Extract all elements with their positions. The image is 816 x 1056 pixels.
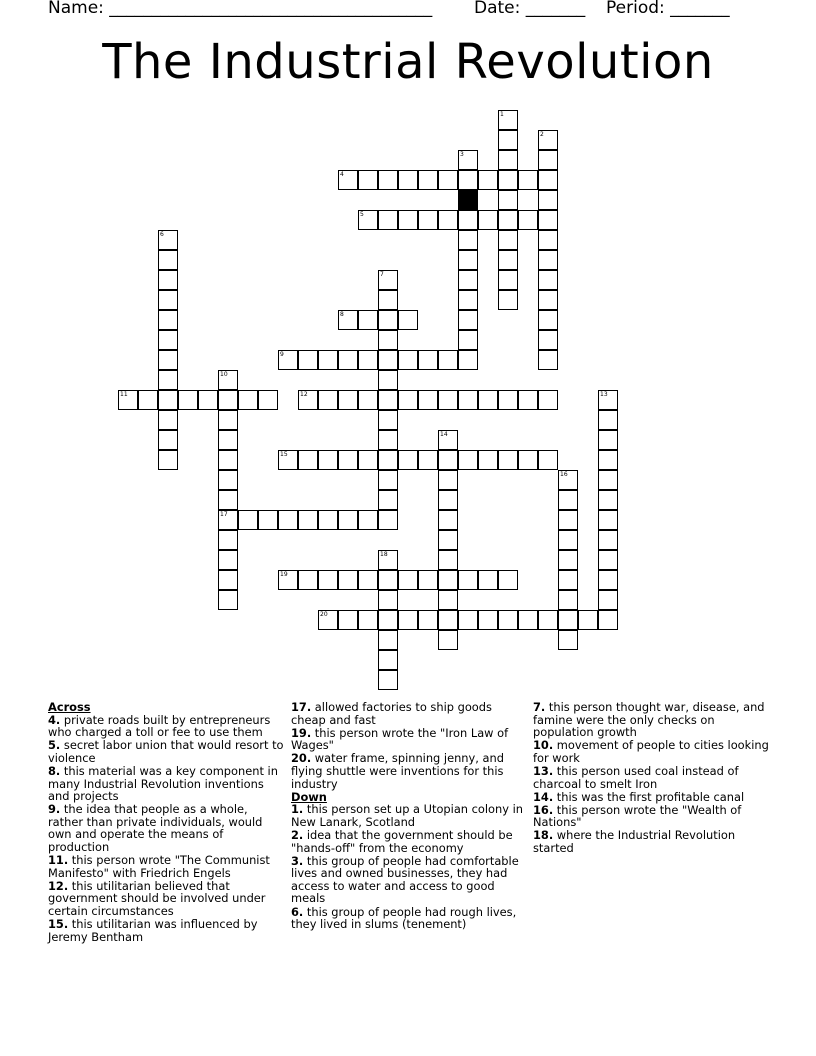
across-clue-list: [48, 714, 284, 944]
crossword-cell[interactable]: [378, 670, 398, 690]
clue-number: 4.: [48, 712, 61, 727]
crossword-cell[interactable]: [378, 410, 398, 430]
crossword-cell[interactable]: [158, 270, 178, 290]
clue-text: this utilitarian was influenced by Jeremy Bentham: [48, 917, 258, 944]
crossword-cell[interactable]: [538, 170, 558, 190]
crossword-cell[interactable]: [358, 570, 378, 590]
crossword-cell[interactable]: [458, 570, 478, 590]
crossword-cell[interactable]: [218, 510, 238, 530]
clue-text: this person wrote "The Communist Manifesto" with Friedrich Engels: [48, 853, 270, 880]
crossword-cell[interactable]: [458, 150, 478, 170]
crossword-cell[interactable]: [538, 210, 558, 230]
crossword-cell[interactable]: [358, 350, 378, 370]
crossword-cell[interactable]: [338, 390, 358, 410]
crossword-cell[interactable]: [598, 550, 618, 570]
crossword-cell[interactable]: [158, 290, 178, 310]
crossword-cell[interactable]: [498, 450, 518, 470]
across-clue: [48, 880, 284, 918]
down-clue: [291, 906, 527, 931]
clue-number: 18.: [533, 828, 554, 843]
crossword-cell[interactable]: [518, 170, 538, 190]
clue-number: 11: [120, 391, 128, 398]
crossword-cell[interactable]: [538, 610, 558, 630]
crossword-cell[interactable]: [358, 610, 378, 630]
name-field[interactable]: Name: ______________________________________: [48, 0, 433, 18]
crossword-cell[interactable]: [538, 250, 558, 270]
across-clue: [48, 714, 284, 739]
crossword-cell[interactable]: [378, 550, 398, 570]
down-clue: [291, 829, 527, 854]
clue-text: allowed factories to ship goods cheap and fast: [291, 700, 492, 727]
crossword-cell[interactable]: [218, 550, 238, 570]
clue-number: 6.: [291, 904, 304, 919]
crossword-cell[interactable]: [278, 570, 298, 590]
date-field[interactable]: Date: _______: [474, 0, 586, 18]
clue-number: 15.: [48, 917, 69, 932]
down-clue: [533, 739, 769, 764]
crossword-cell[interactable]: [558, 630, 578, 650]
crossword-cell[interactable]: [278, 450, 298, 470]
crossword-cell[interactable]: [478, 610, 498, 630]
crossword-cell[interactable]: [458, 290, 478, 310]
crossword-cell[interactable]: [538, 230, 558, 250]
crossword-cell[interactable]: [478, 390, 498, 410]
down-clue: [533, 829, 769, 854]
crossword-cell[interactable]: [438, 630, 458, 650]
down-clue: [291, 855, 527, 905]
down-clue: [533, 701, 769, 739]
crossword-cell[interactable]: [218, 490, 238, 510]
crossword-cell[interactable]: [498, 570, 518, 590]
crossword-cell[interactable]: [338, 510, 358, 530]
crossword-cell[interactable]: [398, 170, 418, 190]
across-clue: [291, 701, 527, 726]
crossword-cell[interactable]: [378, 290, 398, 310]
clue-number: 14: [440, 431, 448, 438]
clue-text: the idea that people as a whole, rather than private individuals, would own and operate the means of production: [48, 802, 263, 855]
crossword-cell[interactable]: [538, 290, 558, 310]
crossword-cell[interactable]: [358, 210, 378, 230]
clue-number: 18: [380, 551, 388, 558]
crossword-cell[interactable]: [538, 450, 558, 470]
clue-text: this person thought war, disease, and famine were the only checks on population growth: [533, 700, 765, 740]
crossword-cell[interactable]: [598, 410, 618, 430]
crossword-cell[interactable]: [418, 390, 438, 410]
crossword-cell[interactable]: [378, 350, 398, 370]
crossword-cell[interactable]: [158, 330, 178, 350]
crossword-cell[interactable]: [318, 510, 338, 530]
clue-number: 2.: [291, 827, 304, 842]
crossword-cell[interactable]: [598, 610, 618, 630]
period-field[interactable]: Period: _______: [606, 0, 730, 18]
crossword-cell[interactable]: [438, 610, 458, 630]
crossword-cell[interactable]: [498, 290, 518, 310]
across-clue: [48, 739, 284, 764]
crossword-cell[interactable]: [438, 390, 458, 410]
clues-column-3: [533, 701, 769, 855]
across-clue: [48, 803, 284, 853]
clue-text: this person wrote the "Iron Law of Wages": [291, 725, 509, 753]
clue-number: 14.: [533, 789, 554, 804]
crossword-cell[interactable]: [458, 210, 478, 230]
crossword-cell[interactable]: [558, 550, 578, 570]
clue-number: 2: [540, 131, 544, 138]
crossword-cell[interactable]: [218, 530, 238, 550]
crossword-cell[interactable]: [518, 210, 538, 230]
black-cell: [458, 190, 478, 210]
crossword-cell[interactable]: [338, 170, 358, 190]
clue-number: 20: [320, 611, 328, 618]
crossword-cell[interactable]: [458, 610, 478, 630]
crossword-cell[interactable]: [418, 350, 438, 370]
crossword-cell[interactable]: [198, 390, 218, 410]
down-clue: [533, 765, 769, 790]
crossword-cell[interactable]: [318, 350, 338, 370]
crossword-cell[interactable]: [538, 310, 558, 330]
crossword-cell[interactable]: [378, 310, 398, 330]
crossword-cell[interactable]: [158, 410, 178, 430]
across-clue: [48, 765, 284, 803]
crossword-cell[interactable]: [558, 570, 578, 590]
clue-text: idea that the government should be "hands-off" from the economy: [291, 827, 513, 855]
crossword-cell[interactable]: [438, 350, 458, 370]
crossword-cell[interactable]: [298, 570, 318, 590]
crossword-cell[interactable]: [338, 350, 358, 370]
crossword-cell[interactable]: [158, 430, 178, 450]
crossword-cell[interactable]: [538, 130, 558, 150]
crossword-cell[interactable]: [498, 150, 518, 170]
clue-number: 6: [160, 231, 164, 238]
crossword-cell[interactable]: [598, 470, 618, 490]
crossword-cell[interactable]: [438, 430, 458, 450]
crossword-cell[interactable]: [218, 430, 238, 450]
crossword-cell[interactable]: [458, 350, 478, 370]
crossword-cell[interactable]: [358, 310, 378, 330]
crossword-cell[interactable]: [438, 590, 458, 610]
clue-text: secret labor union that would resort to violence: [48, 738, 284, 765]
down-clue-list-continued: [533, 701, 769, 855]
crossword-cell[interactable]: [598, 390, 618, 410]
down-clue-list: [291, 803, 527, 930]
across-clue: [291, 752, 527, 790]
crossword-cell[interactable]: [158, 450, 178, 470]
clue-number: 5.: [48, 738, 61, 753]
crossword-cell[interactable]: [118, 390, 138, 410]
crossword-cell[interactable]: [378, 210, 398, 230]
crossword-cell[interactable]: [558, 610, 578, 630]
crossword-cell[interactable]: [278, 510, 298, 530]
crossword-cell[interactable]: [418, 450, 438, 470]
across-clue: [291, 727, 527, 752]
crossword-cell[interactable]: [458, 170, 478, 190]
clue-text: this was the first profitable canal: [553, 789, 745, 804]
crossword-cell[interactable]: [498, 270, 518, 290]
clue-number: 17: [220, 511, 228, 518]
crossword-cell[interactable]: [378, 470, 398, 490]
crossword-cell[interactable]: [158, 390, 178, 410]
crossword-cell[interactable]: [458, 310, 478, 330]
clue-number: 10.: [533, 738, 554, 753]
crossword-cell[interactable]: [558, 590, 578, 610]
clue-number: 12: [300, 391, 308, 398]
crossword-cell[interactable]: [218, 570, 238, 590]
clue-text: this person wrote the "Wealth of Nations": [533, 802, 742, 830]
clue-number: 5: [360, 211, 364, 218]
clue-number: 9.: [48, 802, 61, 817]
crossword-cell[interactable]: [518, 610, 538, 630]
crossword-cell[interactable]: [458, 250, 478, 270]
crossword-cell[interactable]: [358, 390, 378, 410]
crossword-cell[interactable]: [418, 570, 438, 590]
crossword-cell[interactable]: [558, 490, 578, 510]
crossword-cell[interactable]: [298, 510, 318, 530]
crossword-cell[interactable]: [378, 630, 398, 650]
crossword-cell[interactable]: [218, 590, 238, 610]
crossword-cell[interactable]: [378, 510, 398, 530]
clue-number: 20.: [291, 751, 312, 766]
clues-column-2: [291, 701, 527, 931]
page-title: The Industrial Revolution: [102, 34, 714, 90]
crossword-cell[interactable]: [598, 570, 618, 590]
crossword-cell[interactable]: [498, 190, 518, 210]
clue-text: water frame, spinning jenny, and flying shuttle were inventions for this industry: [291, 751, 504, 791]
clue-text: this utilitarian believed that government should be involved under certain circumstances: [48, 878, 266, 918]
crossword-cell[interactable]: [598, 530, 618, 550]
crossword-cell[interactable]: [378, 370, 398, 390]
crossword-cell[interactable]: [478, 450, 498, 470]
crossword-cell[interactable]: [178, 390, 198, 410]
crossword-cell[interactable]: [378, 650, 398, 670]
down-heading: Down: [291, 789, 327, 804]
crossword-cell[interactable]: [498, 170, 518, 190]
crossword-cell[interactable]: [598, 450, 618, 470]
crossword-cell[interactable]: [378, 270, 398, 290]
crossword-cell[interactable]: [558, 510, 578, 530]
crossword-cell[interactable]: [438, 470, 458, 490]
crossword-cell[interactable]: [398, 390, 418, 410]
crossword-cell[interactable]: [218, 470, 238, 490]
down-clue: [533, 791, 769, 804]
crossword-cell[interactable]: [398, 310, 418, 330]
clue-text: this group of people had rough lives, they lived in slums (tenement): [291, 904, 517, 932]
crossword-cell[interactable]: [398, 610, 418, 630]
crossword-cell[interactable]: [458, 450, 478, 470]
crossword-cell[interactable]: [158, 250, 178, 270]
crossword-cell[interactable]: [458, 390, 478, 410]
crossword-cell[interactable]: [318, 610, 338, 630]
crossword-cell[interactable]: [538, 190, 558, 210]
crossword-cell[interactable]: [498, 110, 518, 130]
crossword-cell[interactable]: [378, 450, 398, 470]
crossword-cell[interactable]: [298, 390, 318, 410]
crossword-cell[interactable]: [598, 490, 618, 510]
clue-number: 1.: [291, 802, 304, 817]
crossword-cell[interactable]: [378, 330, 398, 350]
clue-number: 3.: [291, 853, 304, 868]
crossword-cell[interactable]: [398, 350, 418, 370]
clue-number: 19: [280, 571, 288, 578]
crossword-cell[interactable]: [478, 210, 498, 230]
crossword-cell[interactable]: [498, 130, 518, 150]
crossword-cell[interactable]: [438, 510, 458, 530]
clue-text: where the Industrial Revolution started: [533, 828, 736, 856]
down-clue: [291, 803, 527, 828]
clue-text: this group of people had comfortable lives and owned businesses, they had access to water and access to good meals: [291, 853, 519, 906]
across-heading: Across: [48, 700, 91, 714]
crossword-cell[interactable]: [538, 270, 558, 290]
crossword-cell[interactable]: [458, 270, 478, 290]
clue-text: movement of people to cities looking for work: [533, 738, 769, 765]
clue-number: 15: [280, 451, 288, 458]
clue-number: 16.: [533, 802, 554, 817]
crossword-cell[interactable]: [218, 370, 238, 390]
crossword-cell[interactable]: [438, 530, 458, 550]
crossword-cell[interactable]: [378, 170, 398, 190]
crossword-cell[interactable]: [558, 530, 578, 550]
crossword-cell[interactable]: [498, 610, 518, 630]
crossword-cell[interactable]: [218, 390, 238, 410]
crossword-cell[interactable]: [438, 450, 458, 470]
crossword-cell[interactable]: [378, 590, 398, 610]
crossword-cell[interactable]: [218, 410, 238, 430]
clue-number: 17.: [291, 700, 312, 714]
crossword-cell[interactable]: [318, 450, 338, 470]
crossword-cell[interactable]: [238, 510, 258, 530]
crossword-cell[interactable]: [478, 170, 498, 190]
crossword-cell[interactable]: [138, 390, 158, 410]
crossword-cell[interactable]: [438, 210, 458, 230]
crossword-cell[interactable]: [578, 610, 598, 630]
clue-text: this person used coal instead of charcoal to smelt Iron: [533, 763, 739, 791]
crossword-cell[interactable]: [158, 370, 178, 390]
crossword-cell[interactable]: [378, 610, 398, 630]
crossword-cell[interactable]: [298, 350, 318, 370]
crossword-cell[interactable]: [498, 230, 518, 250]
crossword-cell[interactable]: [298, 450, 318, 470]
crossword-cell[interactable]: [338, 570, 358, 590]
crossword-cell[interactable]: [458, 230, 478, 250]
across-clue-list-continued: [291, 701, 527, 790]
clue-number: 16: [560, 471, 568, 478]
crossword-cell[interactable]: [478, 570, 498, 590]
crossword-cell[interactable]: [518, 390, 538, 410]
clue-number: 7: [380, 271, 384, 278]
crossword-cell[interactable]: [338, 310, 358, 330]
clue-number: 3: [460, 151, 464, 158]
crossword-cell[interactable]: [498, 390, 518, 410]
crossword-cell[interactable]: [158, 230, 178, 250]
crossword-cell[interactable]: [158, 310, 178, 330]
crossword-cell[interactable]: [538, 150, 558, 170]
crossword-cell[interactable]: [438, 490, 458, 510]
crossword-cell[interactable]: [438, 550, 458, 570]
crossword-cell[interactable]: [358, 170, 378, 190]
crossword-cell[interactable]: [438, 570, 458, 590]
crossword-cell[interactable]: [538, 330, 558, 350]
across-clue: [48, 918, 284, 943]
crossword-cell[interactable]: [238, 390, 258, 410]
crossword-cell[interactable]: [418, 610, 438, 630]
clue-number: 11.: [48, 853, 69, 868]
clue-number: 19.: [291, 725, 312, 740]
crossword-cell[interactable]: [318, 570, 338, 590]
crossword-cell[interactable]: [258, 390, 278, 410]
crossword-cell[interactable]: [338, 450, 358, 470]
clue-number: 1: [500, 111, 504, 118]
clue-number: 8: [340, 311, 344, 318]
crossword-cell[interactable]: [318, 390, 338, 410]
clue-number: 9: [280, 351, 284, 358]
crossword-cell[interactable]: [538, 390, 558, 410]
clue-number: 4: [340, 171, 344, 178]
clue-number: 12.: [48, 878, 69, 893]
crossword-cell[interactable]: [218, 450, 238, 470]
crossword-cell[interactable]: [278, 350, 298, 370]
clue-text: private roads built by entrepreneurs who charged a toll or fee to use them: [48, 712, 271, 740]
crossword-cell[interactable]: [378, 430, 398, 450]
crossword-cell[interactable]: [598, 590, 618, 610]
crossword-cell[interactable]: [538, 350, 558, 370]
crossword-cell[interactable]: [598, 430, 618, 450]
clue-number: 8.: [48, 763, 61, 778]
crossword-cell[interactable]: [358, 450, 378, 470]
clue-number: 10: [220, 371, 228, 378]
crossword-cell[interactable]: [438, 170, 458, 190]
crossword-cell[interactable]: [338, 610, 358, 630]
crossword-cell[interactable]: [598, 510, 618, 530]
crossword-cell[interactable]: [378, 390, 398, 410]
crossword-cell[interactable]: [518, 450, 538, 470]
clue-text: this material was a key component in many Industrial Revolution inventions and projects: [48, 763, 278, 804]
clue-number: 7.: [533, 700, 546, 714]
crossword-cell[interactable]: [558, 470, 578, 490]
clue-number: 13.: [533, 763, 554, 778]
crossword-cell[interactable]: [458, 330, 478, 350]
crossword-cell[interactable]: [498, 250, 518, 270]
across-clue: [48, 854, 284, 879]
crossword-cell[interactable]: [378, 490, 398, 510]
clues-column-1: [48, 701, 284, 944]
crossword-cell[interactable]: [158, 350, 178, 370]
crossword-cell[interactable]: [418, 170, 438, 190]
crossword-cell[interactable]: [398, 210, 418, 230]
crossword-cell[interactable]: [398, 450, 418, 470]
clue-text: this person set up a Utopian colony in New Lanark, Scotland: [291, 802, 523, 829]
crossword-cell[interactable]: [358, 510, 378, 530]
down-clue: [533, 804, 769, 829]
clue-number: 13: [600, 391, 608, 398]
crossword-cell[interactable]: [378, 570, 398, 590]
crossword-cell[interactable]: [418, 210, 438, 230]
crossword-cell[interactable]: [258, 510, 278, 530]
crossword-cell[interactable]: [498, 210, 518, 230]
crossword-cell[interactable]: [398, 570, 418, 590]
